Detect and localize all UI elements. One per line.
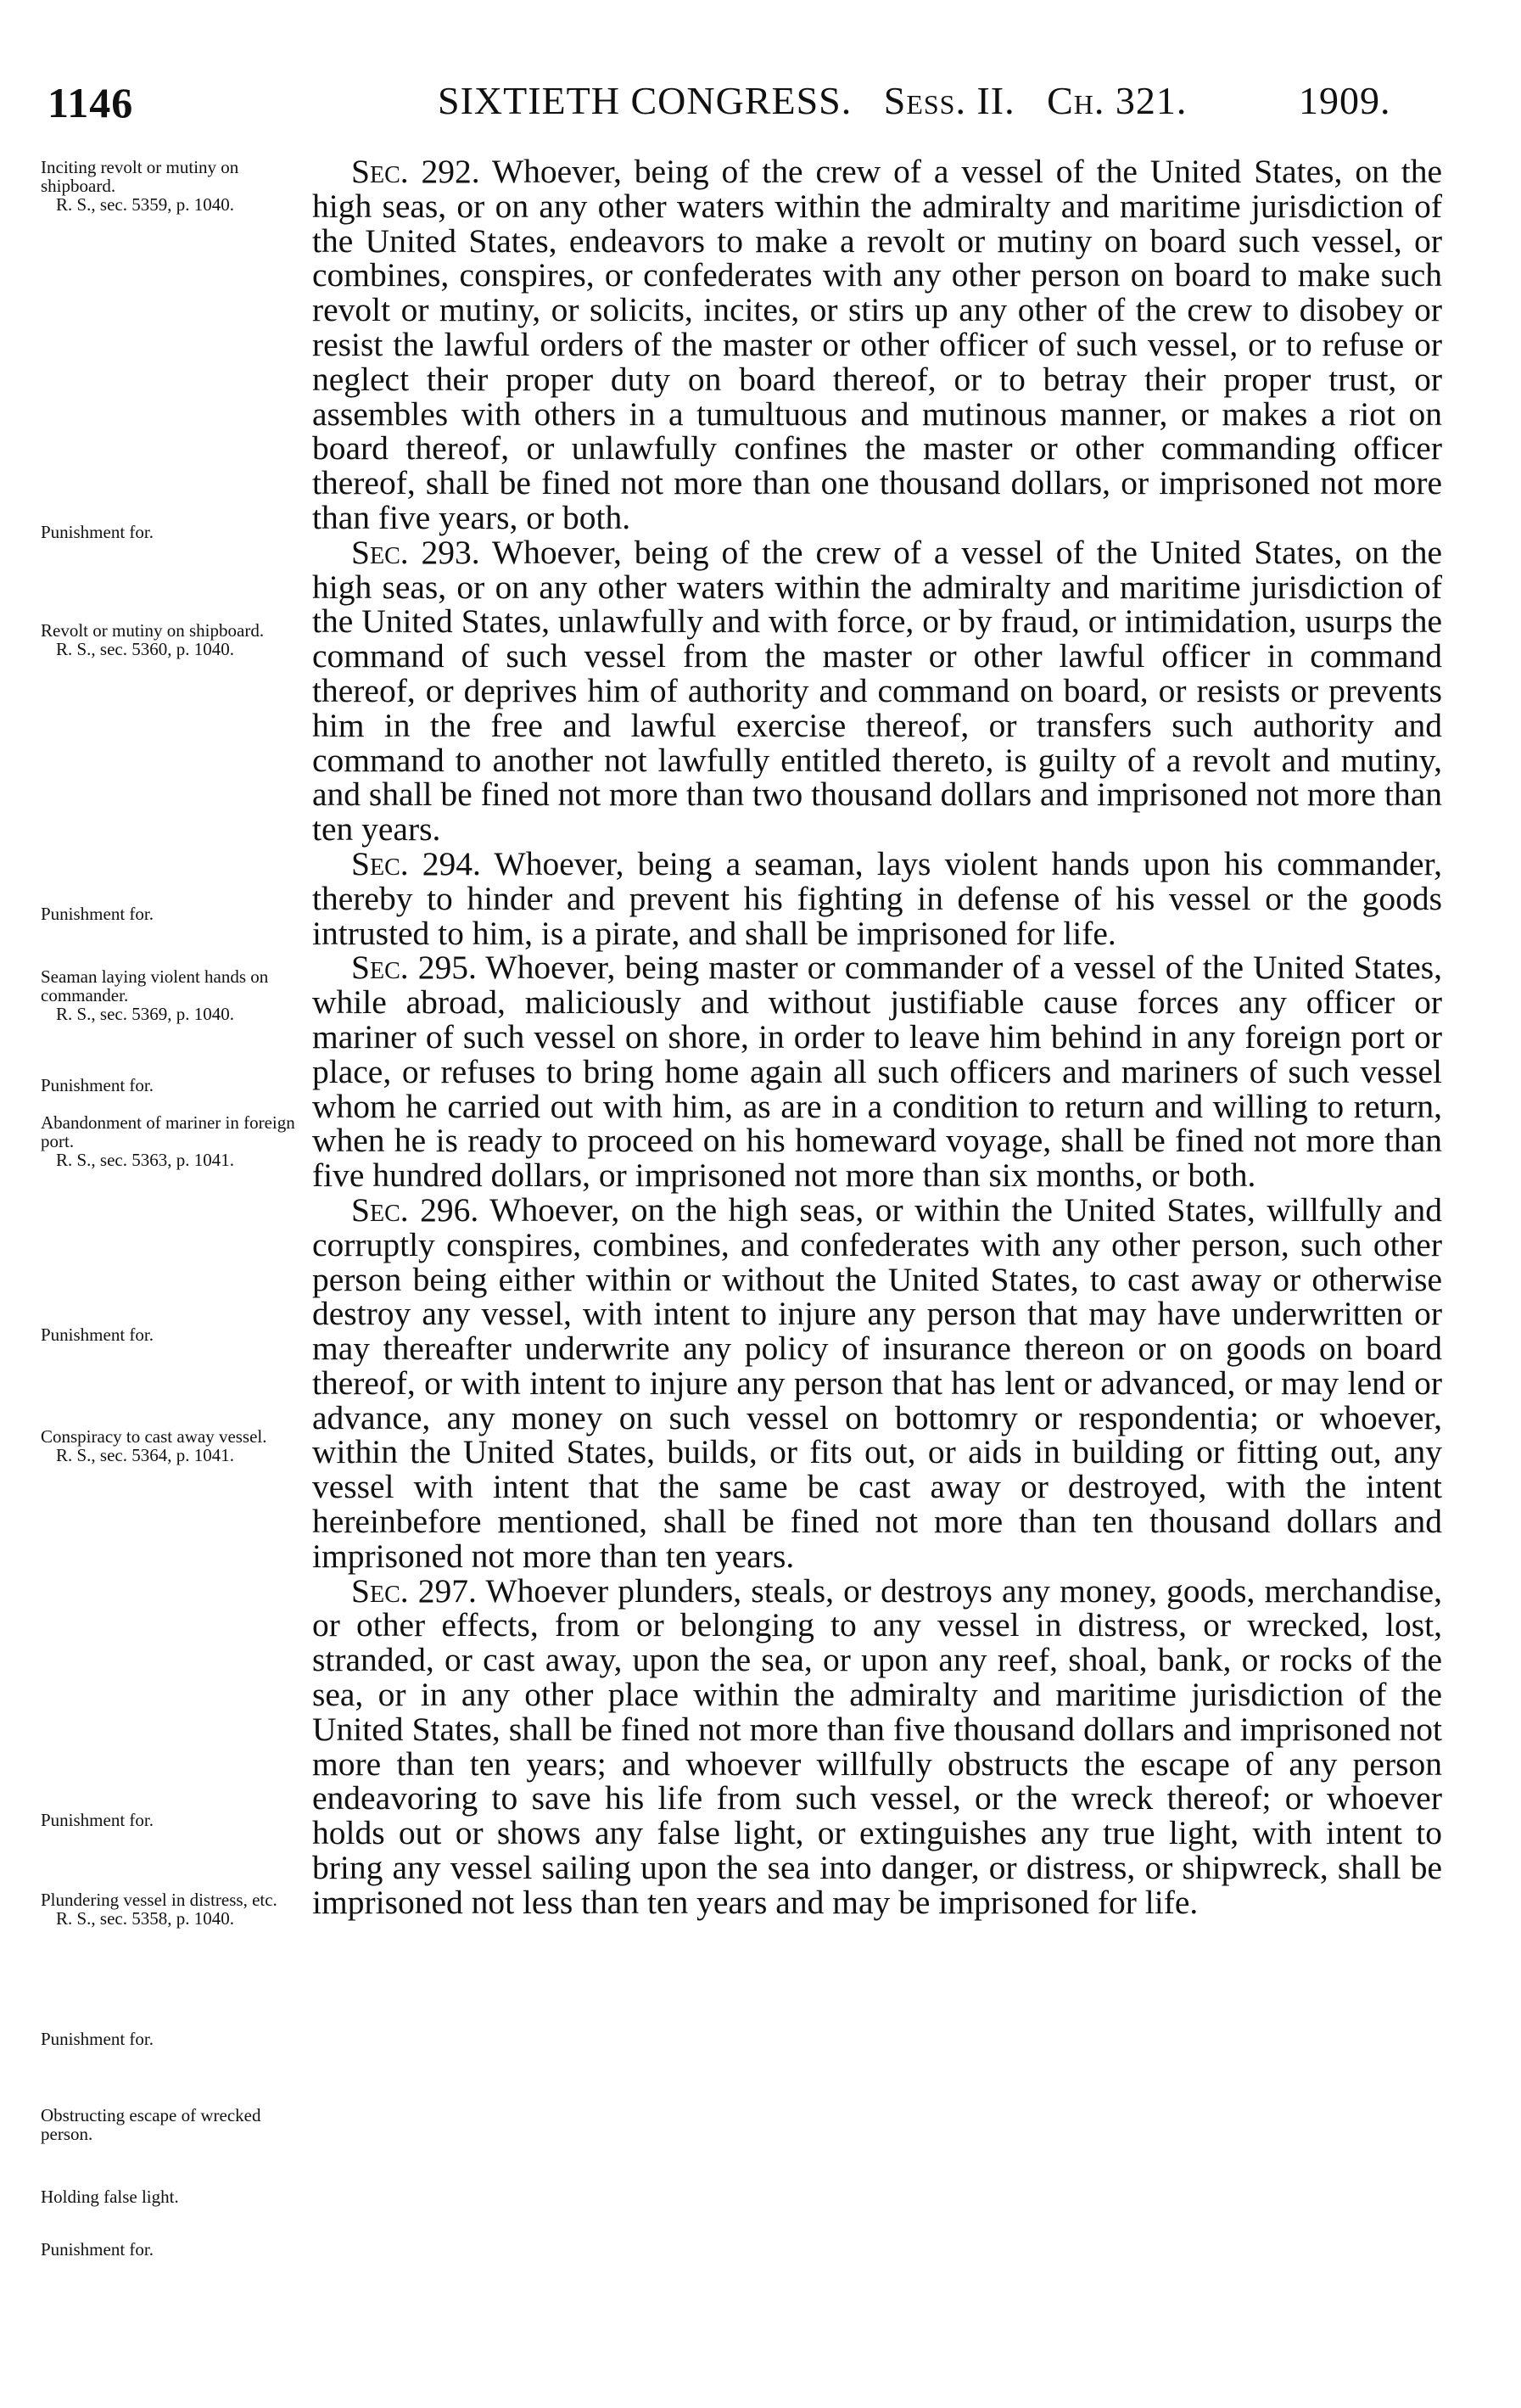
margin-note [41,158,312,214]
running-head-year: 1909. [1299,79,1391,122]
margin-note [41,2106,312,2143]
section-text: Whoever, being a seaman, lays violent hands upon his commander, thereby to hinder and prevent his fighting in defense of his vessel or the goods intrusted to him, is a pirate, and shall be imprisoned for life. [312,844,1442,952]
statute-text [312,154,1442,1920]
section-text: Whoever plunders, steals, or destroys any money, goods, merchandise, or other effects, from or belonging to any vessel in distress, or wrecked, lost, stranded, or cast away, upon the sea, or upon any reef, shoal, bank, or rocks of the sea, or in any other place within the admiralty and maritime jurisdiction of the United States, shall be fined not more than five thousand dollars and imprisoned not more than ten years; and whoever willfully obstructs the escape of any person endeavoring to save his life from such vessel, or the wreck thereof; or whoever holds out or shows any false light, or extinguishes any true light, with intent to bring any vessel sailing upon the sea into danger, or distress, or shipwreck, shall be imprisoned not less than ten years and may be imprisoned for life. [312,1571,1443,1921]
margin-note [41,2240,312,2259]
section-number: Sec. 296. [351,1190,479,1229]
running-head-session: Sess. II. [883,79,1015,122]
margin-note [41,621,312,658]
section-text: Whoever, being of the crew of a vessel of the United States, on the high seas, or on any other waters within the admiralty and maritime jurisdiction of the United States, endeavors to make a revolt or mutiny on board such vessel, or combines, conspires, or confederates with any other person on board to make such revolt or mutiny, or solicits, incites, or stirs up any other of the crew to disobey or resist the lawful orders of the master or other officer of such vessel, or to refuse or neglect their proper duty on board thereof, or to betray their proper trust, or assembles with others in a tumultuous and mutinous manner, or makes a riot on board thereof, or unlawfully confines the master or other commanding officer thereof, shall be fined not more than one thousand dollars, or imprisoned not more than five years, or both. [312,153,1442,536]
margin-note-ref: R. S., sec. 5363, p. 1041. [56,1150,234,1170]
margin-note [41,523,312,541]
margin-note-title: Obstructing escape of wrecked person. [41,2105,261,2144]
margin-note-title: Punishment for. [41,1324,154,1345]
margin-note-ref: R. S., sec. 5359, p. 1040. [56,194,234,215]
running-head [438,78,1187,123]
margin-note-title: Punishment for. [41,522,154,542]
margin-note-title: Inciting revolt or mutiny on shipboard. [41,157,239,196]
margin-note [41,2187,312,2206]
margin-note-title: Punishment for. [41,1810,154,1830]
margin-note-title: Punishment for. [41,904,154,924]
section-text: Whoever, on the high seas, or within the United States, willfully and corruptly conspires, combines, and confederates with any other person, such other person being either within or without the United States, to cast away or otherwise destroy any vessel, with intent to injure any person that may have underwritten or may thereafter underwrite any policy of insurance thereon or on goods on board thereof, or with intent to injure any person that has lent or advanced, or may lend or advance, any money on such vessel on bottomry or respondentia; or whoever, within the United States, builds, or fits out, or aids in building or fitting out, any vessel with intent that the same be cast away or destroyed, with the intent hereinbefore mentioned, shall be fined not more than ten thousand dollars and imprisoned not more than ten years. [312,1190,1442,1575]
margin-note-title: Plundering vessel in distress, etc. [41,1890,277,1910]
margin-note [41,2030,312,2048]
section-293 [312,535,1442,847]
section-text: Whoever, being master or commander of a vessel of the United States, while abroad, maliciously and without justifiable cause forces any officer or mariner of such vessel on shore, in order to leave him behind in any foreign port or place, or refuses to bring home again all such officers and mariners of such vessel whom he carried out with him, as are in a condition to return and willing to return, when he is ready to proceed on his homeward voyage, shall be fined not more than five hundred dollars, or imprisoned not more than six months, or both. [312,949,1442,1195]
section-number: Sec. 297. [351,1571,477,1610]
section-number: Sec. 294. [351,844,481,882]
margin-note [41,1427,312,1464]
margin-note [41,1076,312,1095]
margin-note [41,1890,312,1928]
margin-note-title: Seaman laying violent hands on commander. [41,966,269,1005]
section-number: Sec. 295. [351,949,477,987]
margin-note-ref: R. S., sec. 5360, p. 1040. [56,639,234,659]
margin-note [41,904,312,923]
margin-note-ref: R. S., sec. 5358, p. 1040. [56,1908,234,1929]
section-295 [312,950,1442,1193]
section-294 [312,844,1442,952]
margin-note-title: Punishment for. [41,2029,154,2049]
margin-note-title: Abandonment of mariner in foreign port. [41,1112,295,1151]
section-296 [312,1190,1442,1575]
margin-note-title: Punishment for. [41,1075,154,1095]
margin-note [41,1113,312,1169]
section-text: Whoever, being of the crew of a vessel of the United States, on the high seas, or on any other waters within the admiralty and maritime jurisdiction of the United States, unlawfully and with force, or by fraud, or intimidation, usurps the command of such vessel from the master or other lawful officer in command thereof, or deprives him of authority and command on board, or resists or prevents him in the free and lawful exercise thereof, or transfers such authority and command to another not lawfully entitled thereto, is guilty of a revolt and mutiny, and shall be fined not more than two thousand dollars and imprisoned not more than ten years. [312,533,1442,848]
margin-note-title: Conspiracy to cast away vessel. [41,1426,267,1447]
margin-note [41,967,312,1023]
margin-note-title: Revolt or mutiny on shipboard. [41,620,265,641]
margin-note-ref: R. S., sec. 5364, p. 1041. [56,1445,234,1465]
margin-note [41,1811,312,1829]
running-head-chapter: Ch. 321. [1047,79,1188,122]
section-292 [312,154,1442,535]
margin-note-title: Holding false light. [41,2187,179,2207]
margin-note [41,1325,312,1344]
running-head-congress: SIXTIETH CONGRESS. [438,79,853,122]
margin-note-ref: R. S., sec. 5369, p. 1040. [56,1004,234,1024]
section-number: Sec. 293. [351,533,480,571]
page-header [48,78,1447,129]
section-number: Sec. 292. [351,153,480,190]
margin-note-title: Punishment for. [41,2239,154,2260]
section-297 [312,1571,1443,1921]
page-number: 1146 [48,79,134,126]
